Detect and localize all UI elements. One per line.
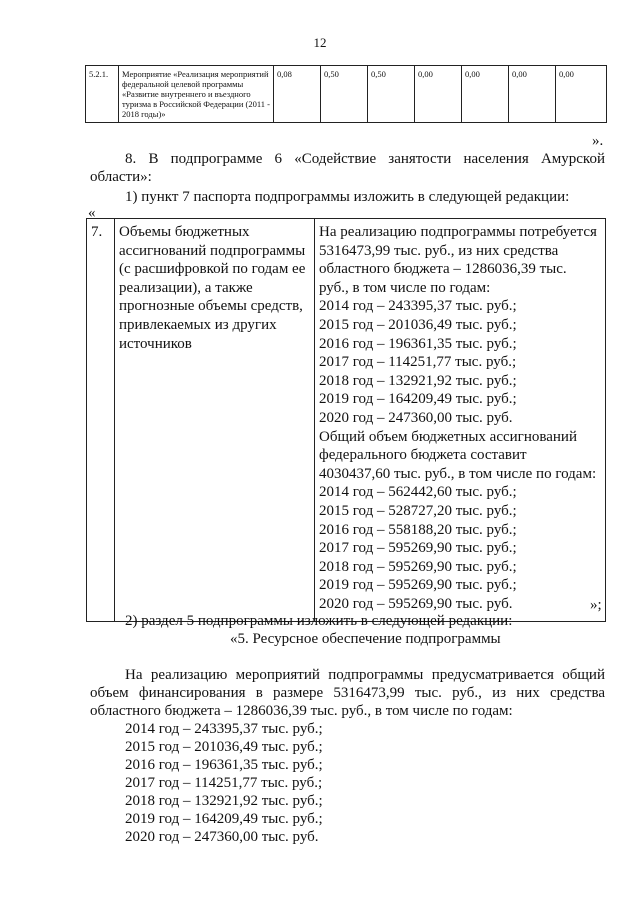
- row-description: Мероприятие «Реализация мероприятий федеральной целевой программы «Развитие внутреннего и въездного туризма в Российской Федерации (2011 - 2018 годы)»: [119, 66, 274, 123]
- value-cell: 0,50: [368, 66, 415, 123]
- year-line: 2018 год – 132921,92 тыс. руб.;: [125, 793, 323, 809]
- value-cell: 0,00: [556, 66, 607, 123]
- value-line: 2015 год – 528727,20 тыс. руб.;: [319, 502, 517, 519]
- value-line: 2020 год – 247360,00 тыс. руб.: [319, 409, 513, 426]
- value-line: 2019 год – 595269,90 тыс. руб.;: [319, 577, 517, 594]
- page-number: 12: [313, 35, 327, 50]
- value-line: 2014 год – 562442,60 тыс. руб.;: [319, 484, 517, 501]
- value-line: Общий объем бюджетных ассигнований: [319, 428, 577, 445]
- value-cell: 0,00: [462, 66, 509, 123]
- value-cell: 0,08: [274, 66, 321, 123]
- value-line: 2016 год – 558188,20 тыс. руб.;: [319, 521, 517, 538]
- label-line: (с расшифровкой по годам ее: [119, 261, 306, 278]
- table-row: [87, 219, 606, 622]
- value-line: 2015 год – 201036,49 тыс. руб.;: [319, 316, 517, 333]
- value-line: руб., в том числе по годам:: [319, 279, 491, 296]
- value-cell: 0,00: [415, 66, 462, 123]
- paragraph-line-3: областного бюджета – 1286036,39 тыс. руб., в том числе по годам:: [90, 703, 513, 719]
- value-line: 2014 год – 243395,37 тыс. руб.;: [319, 298, 517, 315]
- year-line: 2020 год – 247360,00 тыс. руб.: [125, 829, 319, 845]
- subitem-2: 2) раздел 5 подпрограммы изложить в следующей редакции:: [125, 613, 513, 629]
- value-line: 2018 год – 132921,92 тыс. руб.;: [319, 372, 517, 389]
- label-line: ассигнований подпрограммы: [119, 242, 306, 259]
- paragraph-line-1: На реализацию мероприятий подпрограммы предусматривается общий: [125, 667, 605, 683]
- passport-item-value: [315, 219, 606, 622]
- value-line: 2016 год – 196361,35 тыс. руб.;: [319, 335, 517, 352]
- table-row: [86, 66, 607, 123]
- year-line: 2014 год – 243395,37 тыс. руб.;: [125, 721, 323, 737]
- value-line: 2018 год – 595269,90 тыс. руб.;: [319, 558, 517, 575]
- section-title: «5. Ресурсное обеспечение подпрограммы: [230, 631, 501, 647]
- year-funding-list: [125, 720, 323, 846]
- year-line: 2016 год – 196361,35 тыс. руб.;: [125, 757, 323, 773]
- paragraph-line-2: объем финансирования в размере 5316473,99 тыс. руб., из них средства: [90, 685, 605, 701]
- subitem-1: 1) пункт 7 паспорта подпрограммы изложить в следующей редакции:: [125, 189, 570, 205]
- table-program-row: [85, 65, 607, 123]
- passport-item-label: [115, 219, 315, 622]
- closing-quote-1: ».: [592, 133, 604, 149]
- value-line: 2017 год – 114251,77 тыс. руб.;: [319, 354, 517, 371]
- value-line: 4030437,60 тыс. руб., в том числе по годам:: [319, 465, 597, 482]
- label-line: прогнозные объемы средств,: [119, 298, 303, 315]
- year-line: 2015 год – 201036,49 тыс. руб.;: [125, 739, 323, 755]
- value-cell: 0,50: [321, 66, 368, 123]
- row-number: 5.2.1.: [86, 66, 119, 123]
- item-8-line-1: 8. В подпрограмме 6 «Содействие занятости населения Амурской: [125, 151, 605, 167]
- value-line: федерального бюджета составит: [319, 447, 527, 464]
- value-line: областного бюджета – 1286036,39 тыс.: [319, 261, 567, 278]
- value-line: 2019 год – 164209,49 тыс. руб.;: [319, 391, 517, 408]
- opening-quote: «: [88, 205, 96, 221]
- value-line: 5316473,99 тыс. руб., из них средства: [319, 242, 559, 259]
- passport-table: [86, 218, 606, 622]
- passport-item-number: 7.: [87, 219, 115, 622]
- value-cell: 0,00: [509, 66, 556, 123]
- label-line: реализации), а также: [119, 279, 253, 296]
- label-line: источников: [119, 335, 192, 352]
- item-8-line-2: области»:: [90, 169, 152, 185]
- value-line: 2017 год – 595269,90 тыс. руб.;: [319, 540, 517, 557]
- value-line: 2020 год – 595269,90 тыс. руб.: [319, 595, 513, 612]
- year-line: 2017 год – 114251,77 тыс. руб.;: [125, 775, 323, 791]
- year-line: 2019 год – 164209,49 тыс. руб.;: [125, 811, 323, 827]
- label-line: Объемы бюджетных: [119, 224, 250, 240]
- closing-quote-2: »;: [590, 597, 602, 613]
- label-line: привлекаемых из других: [119, 316, 277, 333]
- value-line: На реализацию подпрограммы потребуется: [319, 224, 597, 240]
